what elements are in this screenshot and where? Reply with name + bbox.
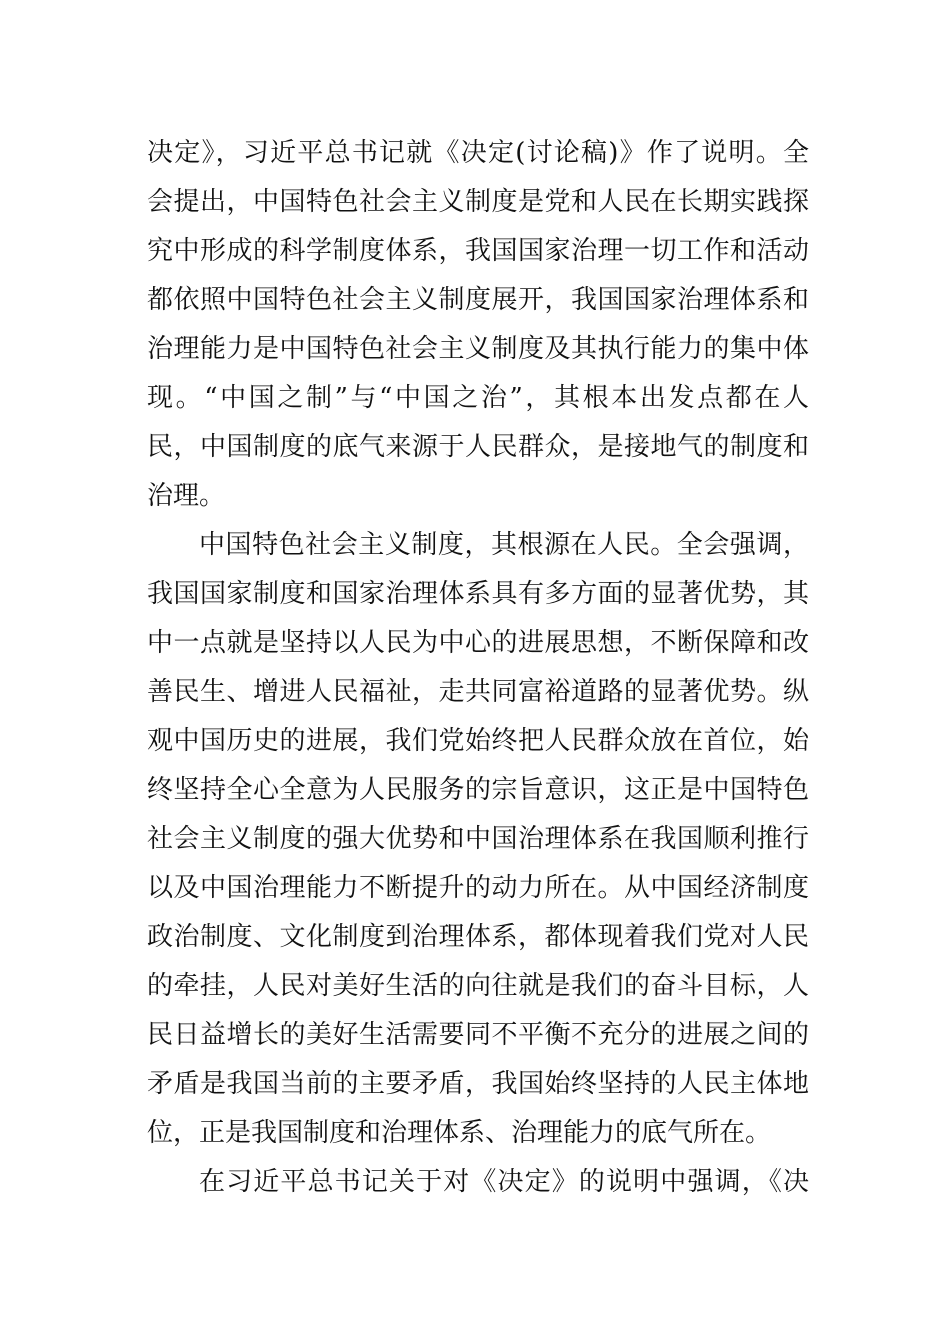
text-line-6: 现。“中国之制”与“中国之治”，其根本出发点都在人: [147, 383, 809, 413]
text-line-5: 治理能力是中国特色社会主义制度及其执行能力的集中体: [147, 334, 809, 364]
body-text: [147, 129, 809, 1207]
text-line-21: 位，正是我国制度和治理体系、治理能力的底气所在。: [147, 1118, 772, 1148]
text-line-13: 观中国历史的进展，我们党始终把人民群众放在首位，始: [147, 726, 809, 756]
text-line-17: 政治制度、文化制度到治理体系，都体现着我们党对人民: [147, 922, 809, 952]
text-line-4: 都依照中国特色社会主义制度展开，我国国家治理体系和: [147, 285, 809, 315]
text-line-8: 治理。: [147, 481, 226, 511]
text-line-15: 社会主义制度的强大优势和中国治理体系在我国顺利推行: [147, 824, 809, 854]
text-line-12: 善民生、增进人民福祉，走共同富裕道路的显著优势。纵: [147, 677, 809, 707]
text-line-14: 终坚持全心全意为人民服务的宗旨意识，这正是中国特色: [147, 775, 809, 805]
text-line-7: 民，中国制度的底气来源于人民群众，是接地气的制度和: [147, 432, 809, 462]
text-line-11: 中一点就是坚持以人民为中心的进展思想，不断保障和改: [147, 628, 809, 658]
text-line-3: 究中形成的科学制度体系，我国国家治理一切工作和活动: [147, 236, 809, 266]
text-line-18: 的牵挂，人民对美好生活的向往就是我们的奋斗目标，人: [147, 971, 809, 1001]
text-line-1: 决定》，习近平总书记就《决定(讨论稿)》作了说明。全: [147, 138, 809, 168]
text-line-22: 在习近平总书记关于对《决定》的说明中强调，《决: [199, 1167, 809, 1197]
text-line-16: 以及中国治理能力不断提升的动力所在。从中国经济制度: [147, 873, 809, 903]
text-line-20: 矛盾是我国当前的主要矛盾，我国始终坚持的人民主体地: [147, 1069, 809, 1099]
text-line-10: 我国国家制度和国家治理体系具有多方面的显著优势，其: [147, 579, 809, 609]
text-line-2: 会提出，中国特色社会主义制度是党和人民在长期实践探: [147, 187, 809, 217]
text-line-9: 中国特色社会主义制度，其根源在人民。全会强调，: [199, 530, 809, 560]
text-line-19: 民日益增长的美好生活需要同不平衡不充分的进展之间的: [147, 1020, 809, 1050]
